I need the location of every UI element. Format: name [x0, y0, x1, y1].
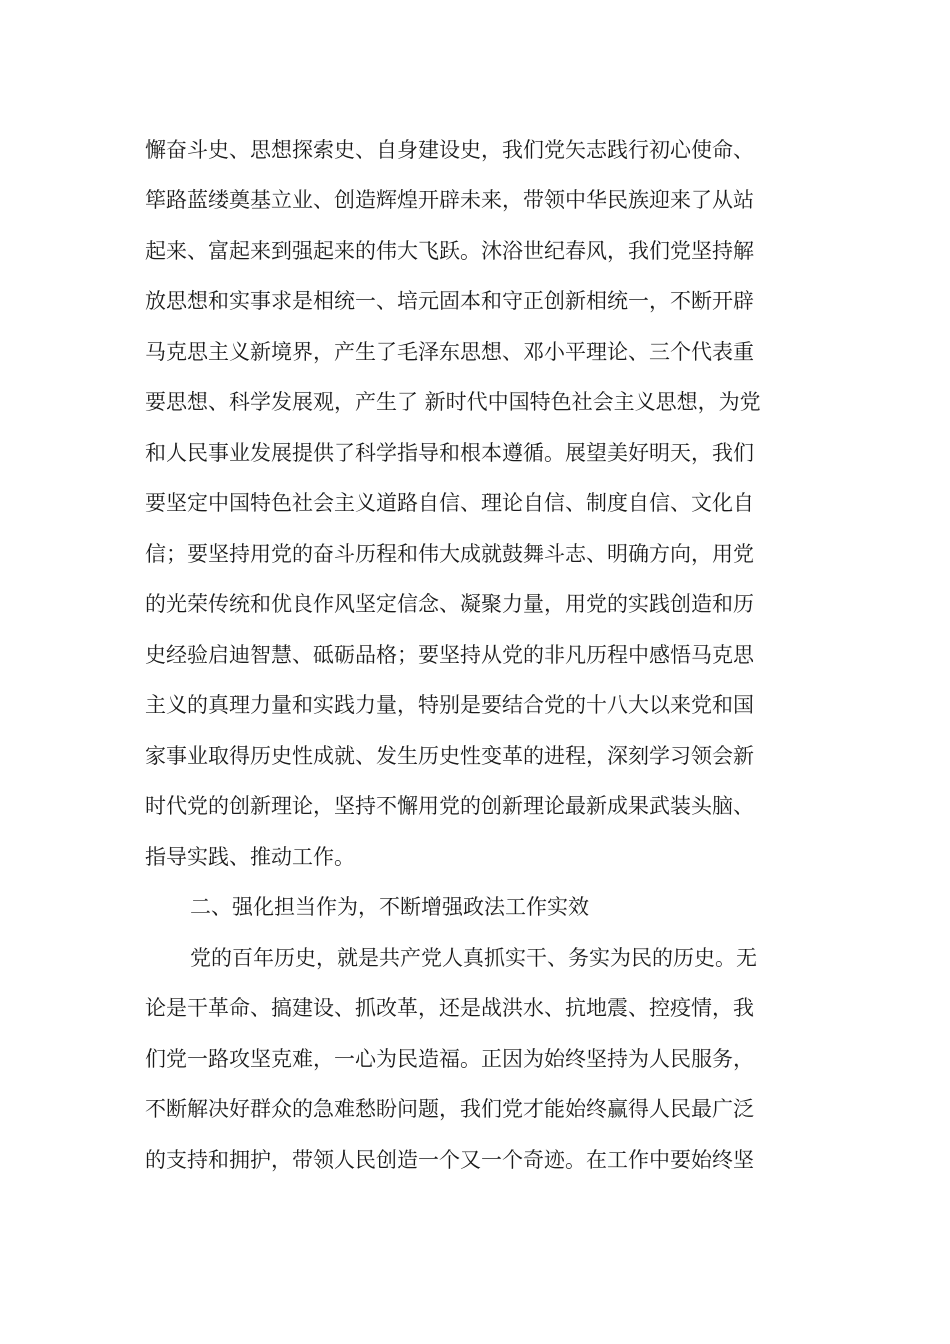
body-text-line: 们党一路攻坚克难，一心为民造福。正因为始终坚持为人民服务， [145, 1047, 754, 1071]
body-text-line: 放思想和实事求是相统一、培元固本和守正创新相统一，不断开辟 [145, 289, 754, 313]
body-text-line: 的光荣传统和优良作风坚定信念、凝聚力量，用党的实践创造和历 [145, 592, 754, 616]
body-text-line: 懈奋斗史、思想探索史、自身建设史，我们党矢志践行初心使命、 [145, 138, 754, 162]
body-text-line: 论是干革命、搞建设、抓改革，还是战洪水、抗地震、控疫情，我 [145, 996, 754, 1020]
body-text-line: 不断解决好群众的急难愁盼问题，我们党才能始终赢得人民最广泛 [145, 1097, 754, 1121]
body-text-line: 的支持和拥护，带领人民创造一个又一个奇迹。在工作中要始终坚 [145, 1148, 754, 1172]
body-text-line: 主义的真理力量和实践力量，特别是要结合党的十八大以来党和国 [145, 693, 754, 717]
body-text-line: 党的百年历史，就是共产党人真抓实干、务实为民的历史。无 [190, 946, 757, 970]
body-text-line: 筚路蓝缕奠基立业、创造辉煌开辟未来，带领中华民族迎来了从站 [145, 188, 754, 212]
body-text-line: 史经验启迪智慧、砥砺品格；要坚持从党的非凡历程中感悟马克思 [145, 643, 754, 667]
body-text-line: 信；要坚持用党的奋斗历程和伟大成就鼓舞斗志、明确方向，用党 [145, 542, 754, 566]
body-text-line: 指导实践、推动工作。 [145, 845, 355, 869]
body-text-line: 时代党的创新理论，坚持不懈用党的创新理论最新成果武装头脑、 [145, 794, 754, 818]
body-text-line: 要坚定中国特色社会主义道路自信、理论自信、制度自信、文化自 [145, 491, 754, 515]
body-text-line: 家事业取得历史性成就、发生历史性变革的进程，深刻学习领会新 [145, 744, 754, 768]
body-text-line: 和人民事业发展提供了科学指导和根本遵循。展望美好明天，我们 [145, 441, 754, 465]
body-text-line: 要思想、科学发展观，产生了 新时代中国特色社会主义思想，为党 [145, 390, 761, 414]
body-text-line: 起来、富起来到强起来的伟大飞跃。沐浴世纪春风，我们党坚持解 [145, 239, 754, 263]
section-heading: 二、强化担当作为，不断增强政法工作实效 [190, 895, 589, 919]
body-text-line: 马克思主义新境界，产生了毛泽东思想、邓小平理论、三个代表重 [145, 340, 754, 364]
